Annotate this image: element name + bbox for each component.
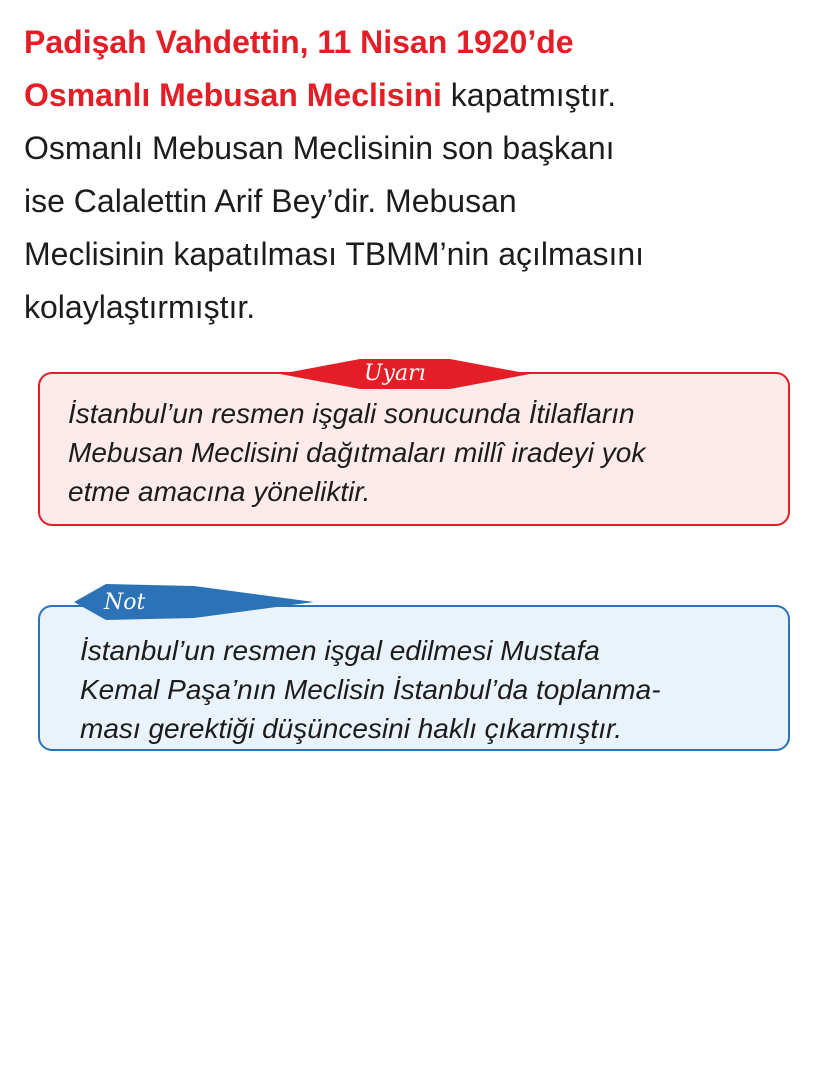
- paragraph-line: Padişah Vahdettin, 11 Nisan 1920’de: [24, 24, 574, 60]
- warning-line: etme amacına yöneliktir.: [68, 476, 371, 507]
- note-text: [80, 631, 661, 748]
- paragraph-line: Osmanlı Mebusan Meclisinin son başkanı: [24, 130, 615, 166]
- note-box: [38, 605, 790, 751]
- warning-box: [38, 372, 790, 526]
- note-tag: [74, 582, 314, 622]
- note-tag-label: Not: [104, 590, 146, 615]
- main-paragraph: [24, 16, 804, 334]
- warning-tag: [280, 357, 530, 391]
- highlight-text: Osmanlı Mebusan Meclisini: [24, 77, 442, 113]
- note-line: Kemal Paşa’nın Meclisin İstanbul’da toplanma-: [80, 674, 661, 705]
- warning-line: İstanbul’un resmen işgali sonucunda İtilafların: [68, 398, 635, 429]
- paragraph-line: ise Calalettin Arif Bey’dir. Mebusan: [24, 183, 517, 219]
- warning-text: [68, 394, 645, 511]
- note-line: İstanbul’un resmen işgal edilmesi Mustafa: [80, 635, 600, 666]
- paragraph-text: kapatmıştır.: [441, 77, 617, 113]
- paragraph-line: [24, 69, 804, 122]
- paragraph-line: Meclisinin kapatılması TBMM’nin açılmasını: [24, 236, 645, 272]
- warning-line: Mebusan Meclisini dağıtmaları millî iradeyi yok: [68, 437, 646, 468]
- paragraph-line: kolaylaştırmıştır.: [24, 289, 256, 325]
- note-line: ması gerektiği düşüncesini haklı çıkarmıştır.: [80, 713, 623, 744]
- warning-tag-label: Uyarı: [364, 361, 426, 386]
